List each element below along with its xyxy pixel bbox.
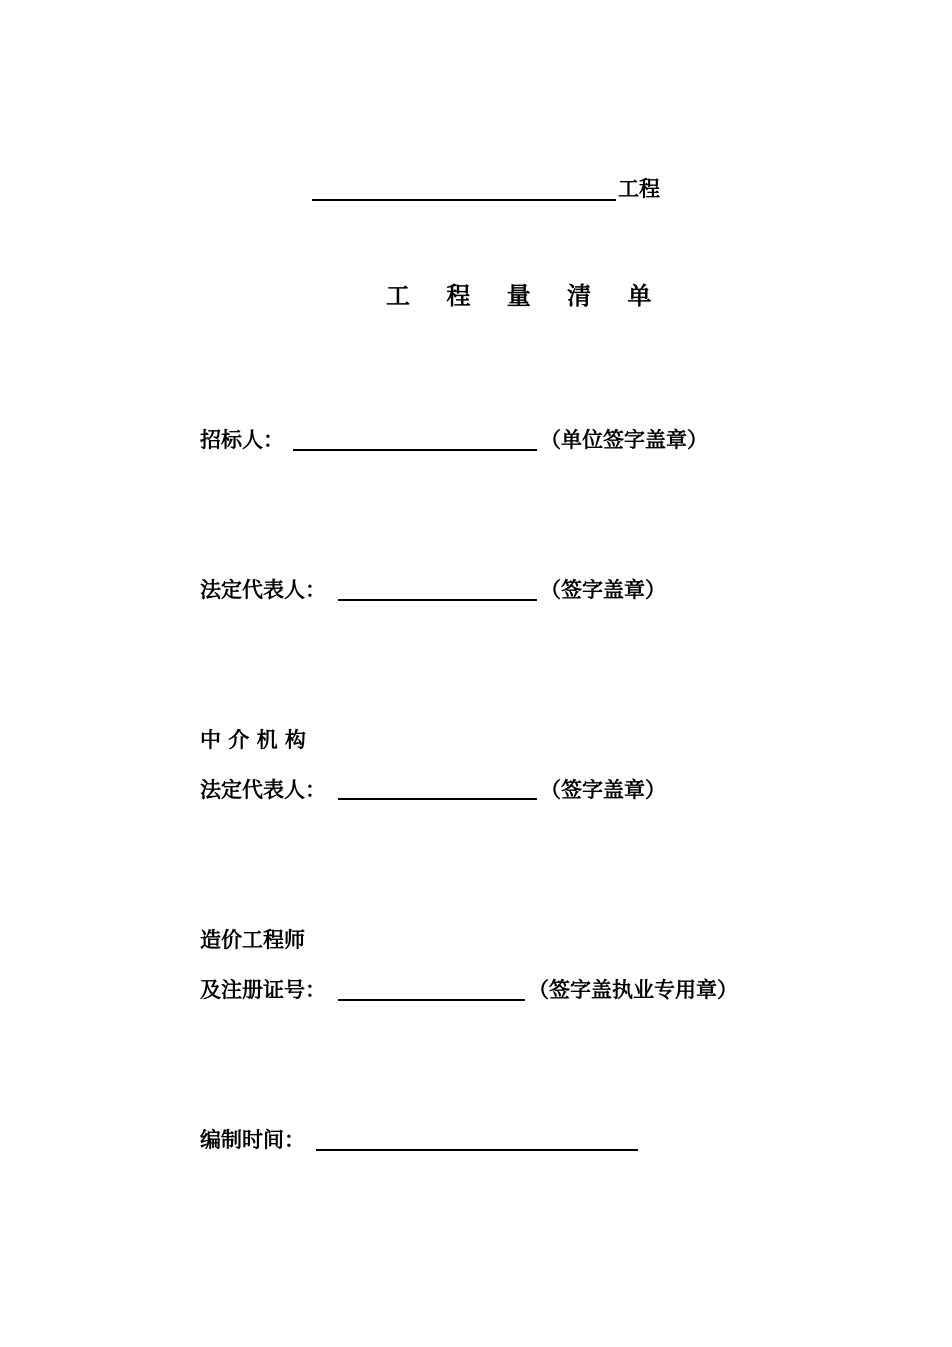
agency-rep-label: 法定代表人： [200, 778, 326, 802]
legal-rep-label: 法定代表人： [200, 578, 326, 602]
legal-rep-signature-line[interactable] [338, 599, 537, 601]
tenderer-note: （单位签字盖章） [540, 428, 708, 452]
legal-rep-note: （签字盖章） [540, 578, 666, 602]
date-label: 编制时间： [200, 1128, 305, 1152]
agency-rep-note: （签字盖章） [540, 778, 666, 802]
engineer-label: 及注册证号： [200, 978, 326, 1002]
tenderer-signature-line[interactable] [293, 449, 537, 451]
project-name-line[interactable] [312, 199, 616, 201]
agency-rep-signature-line[interactable] [338, 798, 537, 800]
project-suffix: 工程 [618, 177, 660, 201]
date-line[interactable] [316, 1149, 638, 1151]
agency-heading: 中 介 机 构 [200, 728, 306, 752]
engineer-note: （签字盖执业专用章） [528, 978, 738, 1002]
page-title: 工 程 量 清 单 [386, 282, 666, 310]
engineer-heading: 造价工程师 [200, 928, 305, 952]
engineer-signature-line[interactable] [338, 999, 525, 1001]
tenderer-label: 招标人： [200, 428, 284, 452]
